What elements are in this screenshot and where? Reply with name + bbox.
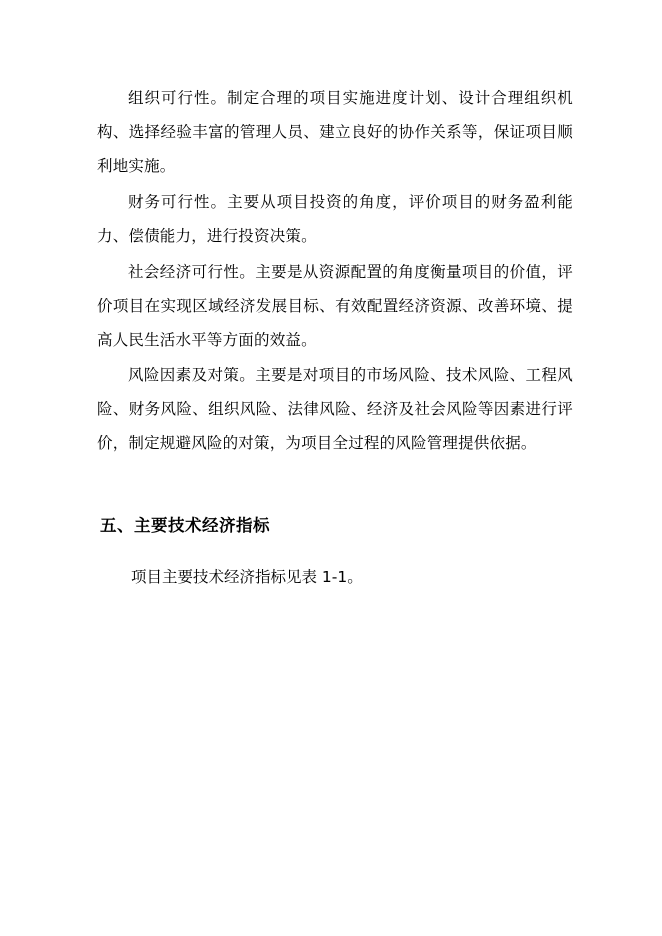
paragraph-socioeconomic-feasibility: 社会经济可行性。主要是从资源配置的角度衡量项目的价值，评价项目在实现区域经济发展目标、有效配置经济资源、改善环境、提高人民生活水平等方面的效益。: [97, 263, 573, 349]
paragraph-financial-feasibility: 财务可行性。主要从项目投资的角度，评价项目的财务盈利能力、偿债能力，进行投资决策。: [97, 193, 573, 245]
paragraph-risk-factors: 风险因素及对策。主要是对项目的市场风险、技术风险、工程风险、财务风险、组织风险、法律风险、经济及社会风险等因素进行评价，制定规避风险的对策，为项目全过程的风险管理提供依据。: [97, 366, 573, 452]
paragraph-organizational-feasibility: 组织可行性。制定合理的项目实施进度计划、设计合理组织机构、选择经验丰富的管理人员、建立良好的协作关系等，保证项目顺利地实施。: [97, 89, 573, 175]
section-note: 项目主要技术经济指标见表 1-1。: [131, 568, 363, 586]
section-heading: 五、主要技术经济指标: [100, 516, 270, 535]
